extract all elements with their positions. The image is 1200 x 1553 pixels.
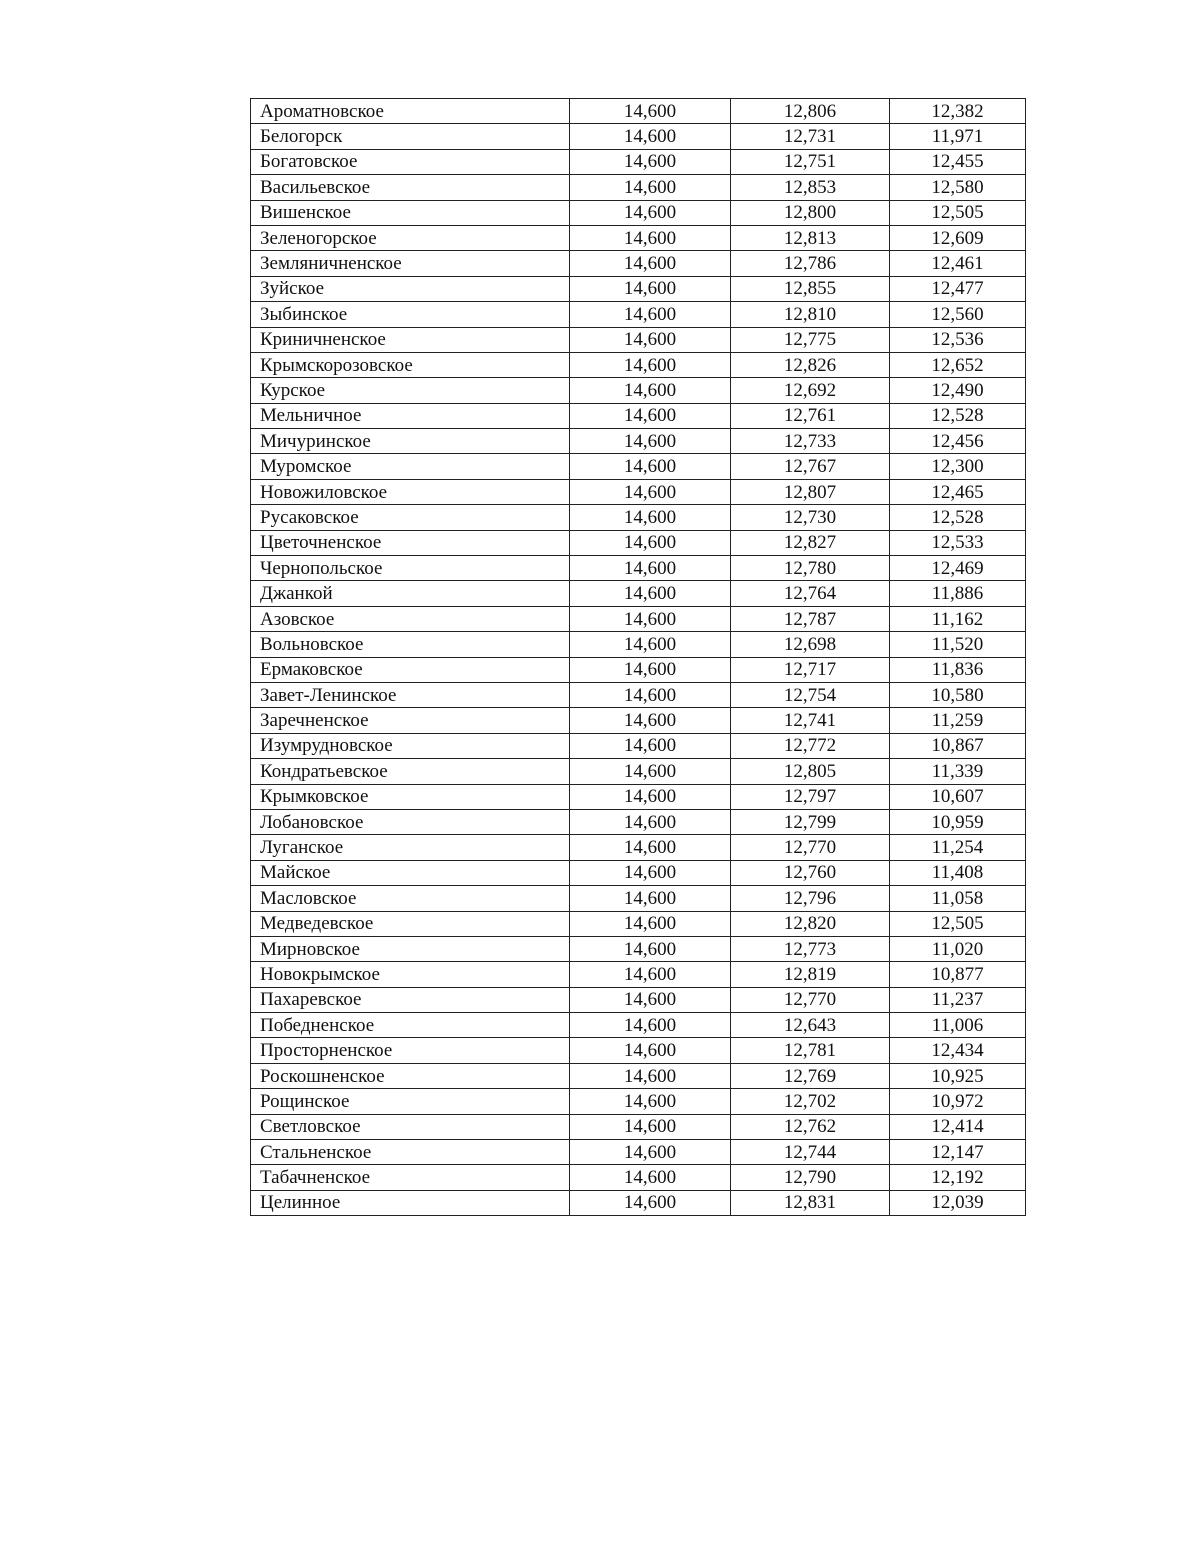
settlement-name-cell: Джанкой	[251, 581, 570, 606]
value-3-cell: 12,465	[890, 479, 1026, 504]
value-1-cell: 14,600	[570, 632, 731, 657]
table-row	[251, 99, 1026, 124]
table-row	[251, 251, 1026, 276]
value-2-cell: 12,853	[731, 175, 890, 200]
value-3-cell: 12,039	[890, 1190, 1026, 1215]
settlement-name-cell: Победненское	[251, 1013, 570, 1038]
value-3-cell: 10,580	[890, 682, 1026, 707]
value-2-cell: 12,799	[731, 809, 890, 834]
value-1-cell: 14,600	[570, 860, 731, 885]
value-1-cell: 14,600	[570, 1063, 731, 1088]
value-3-cell: 12,652	[890, 352, 1026, 377]
value-2-cell: 12,744	[731, 1140, 890, 1165]
value-3-cell: 11,520	[890, 632, 1026, 657]
value-3-cell: 12,528	[890, 403, 1026, 428]
value-2-cell: 12,780	[731, 556, 890, 581]
table-row	[251, 581, 1026, 606]
value-3-cell: 11,254	[890, 835, 1026, 860]
value-1-cell: 14,600	[570, 1190, 731, 1215]
value-3-cell: 11,259	[890, 708, 1026, 733]
settlement-name-cell: Чернопольское	[251, 556, 570, 581]
settlement-name-cell: Табачненское	[251, 1165, 570, 1190]
value-2-cell: 12,702	[731, 1089, 890, 1114]
settlement-name-cell: Светловское	[251, 1114, 570, 1139]
settlement-name-cell: Стальненское	[251, 1140, 570, 1165]
value-2-cell: 12,787	[731, 606, 890, 631]
settlement-name-cell: Вольновское	[251, 632, 570, 657]
table-row	[251, 759, 1026, 784]
value-1-cell: 14,600	[570, 784, 731, 809]
settlement-name-cell: Зеленогорское	[251, 225, 570, 250]
value-3-cell: 12,147	[890, 1140, 1026, 1165]
table-row	[251, 530, 1026, 555]
value-1-cell: 14,600	[570, 1114, 731, 1139]
settlement-name-cell: Муромское	[251, 454, 570, 479]
value-1-cell: 14,600	[570, 327, 731, 352]
table-row	[251, 200, 1026, 225]
settlement-name-cell: Медведевское	[251, 911, 570, 936]
value-2-cell: 12,855	[731, 276, 890, 301]
table-row	[251, 1089, 1026, 1114]
value-1-cell: 14,600	[570, 505, 731, 530]
settlement-name-cell: Мичуринское	[251, 429, 570, 454]
value-3-cell: 11,971	[890, 124, 1026, 149]
table-row	[251, 302, 1026, 327]
table-row	[251, 911, 1026, 936]
settlement-name-cell: Ароматновское	[251, 99, 570, 124]
value-2-cell: 12,731	[731, 124, 890, 149]
value-1-cell: 14,600	[570, 911, 731, 936]
value-2-cell: 12,730	[731, 505, 890, 530]
value-1-cell: 14,600	[570, 200, 731, 225]
settlement-name-cell: Азовское	[251, 606, 570, 631]
value-1-cell: 14,600	[570, 429, 731, 454]
table-row	[251, 1063, 1026, 1088]
value-1-cell: 14,600	[570, 1089, 731, 1114]
table-row	[251, 1165, 1026, 1190]
value-2-cell: 12,643	[731, 1013, 890, 1038]
table-row	[251, 733, 1026, 758]
value-1-cell: 14,600	[570, 708, 731, 733]
value-3-cell: 12,461	[890, 251, 1026, 276]
value-1-cell: 14,600	[570, 581, 731, 606]
table-row	[251, 352, 1026, 377]
value-1-cell: 14,600	[570, 302, 731, 327]
table-row	[251, 556, 1026, 581]
value-3-cell: 12,455	[890, 149, 1026, 174]
value-2-cell: 12,805	[731, 759, 890, 784]
value-1-cell: 14,600	[570, 175, 731, 200]
value-1-cell: 14,600	[570, 479, 731, 504]
settlement-name-cell: Целинное	[251, 1190, 570, 1215]
value-1-cell: 14,600	[570, 987, 731, 1012]
table-row	[251, 784, 1026, 809]
table-row	[251, 454, 1026, 479]
table-row	[251, 962, 1026, 987]
value-1-cell: 14,600	[570, 759, 731, 784]
settlement-name-cell: Луганское	[251, 835, 570, 860]
value-3-cell: 10,607	[890, 784, 1026, 809]
value-3-cell: 10,972	[890, 1089, 1026, 1114]
value-1-cell: 14,600	[570, 682, 731, 707]
table-row	[251, 1140, 1026, 1165]
value-3-cell: 11,408	[890, 860, 1026, 885]
value-3-cell: 11,339	[890, 759, 1026, 784]
value-3-cell: 12,505	[890, 200, 1026, 225]
settlement-name-cell: Просторненское	[251, 1038, 570, 1063]
value-1-cell: 14,600	[570, 936, 731, 961]
value-3-cell: 10,877	[890, 962, 1026, 987]
value-2-cell: 12,741	[731, 708, 890, 733]
value-1-cell: 14,600	[570, 1013, 731, 1038]
settlement-name-cell: Масловское	[251, 886, 570, 911]
value-2-cell: 12,760	[731, 860, 890, 885]
settlement-name-cell: Земляничненское	[251, 251, 570, 276]
value-2-cell: 12,692	[731, 378, 890, 403]
value-1-cell: 14,600	[570, 403, 731, 428]
value-2-cell: 12,767	[731, 454, 890, 479]
value-1-cell: 14,600	[570, 530, 731, 555]
value-3-cell: 12,560	[890, 302, 1026, 327]
settlement-name-cell: Кондратьевское	[251, 759, 570, 784]
value-1-cell: 14,600	[570, 657, 731, 682]
value-1-cell: 14,600	[570, 149, 731, 174]
table-row	[251, 606, 1026, 631]
settlement-name-cell: Курское	[251, 378, 570, 403]
value-1-cell: 14,600	[570, 962, 731, 987]
value-2-cell: 12,781	[731, 1038, 890, 1063]
value-1-cell: 14,600	[570, 606, 731, 631]
settlement-name-cell: Лобановское	[251, 809, 570, 834]
value-1-cell: 14,600	[570, 1140, 731, 1165]
value-3-cell: 12,477	[890, 276, 1026, 301]
value-2-cell: 12,790	[731, 1165, 890, 1190]
settlement-name-cell: Мирновское	[251, 936, 570, 961]
settlement-name-cell: Русаковское	[251, 505, 570, 530]
settlement-name-cell: Богатовское	[251, 149, 570, 174]
value-3-cell: 11,006	[890, 1013, 1026, 1038]
settlement-name-cell: Изумрудновское	[251, 733, 570, 758]
value-2-cell: 12,813	[731, 225, 890, 250]
settlement-name-cell: Цветочненское	[251, 530, 570, 555]
value-2-cell: 12,770	[731, 835, 890, 860]
table-row	[251, 479, 1026, 504]
table-body	[251, 99, 1026, 1216]
table-row	[251, 225, 1026, 250]
value-2-cell: 12,807	[731, 479, 890, 504]
table-row	[251, 327, 1026, 352]
value-2-cell: 12,770	[731, 987, 890, 1012]
value-2-cell: 12,819	[731, 962, 890, 987]
value-2-cell: 12,796	[731, 886, 890, 911]
value-3-cell: 12,533	[890, 530, 1026, 555]
value-1-cell: 14,600	[570, 809, 731, 834]
value-2-cell: 12,751	[731, 149, 890, 174]
value-1-cell: 14,600	[570, 454, 731, 479]
table-row	[251, 276, 1026, 301]
value-2-cell: 12,820	[731, 911, 890, 936]
value-2-cell: 12,764	[731, 581, 890, 606]
value-1-cell: 14,600	[570, 276, 731, 301]
table-row	[251, 682, 1026, 707]
value-3-cell: 11,886	[890, 581, 1026, 606]
value-1-cell: 14,600	[570, 1038, 731, 1063]
table-row	[251, 1038, 1026, 1063]
value-2-cell: 12,761	[731, 403, 890, 428]
table-row	[251, 378, 1026, 403]
value-2-cell: 12,797	[731, 784, 890, 809]
settlement-name-cell: Белогорск	[251, 124, 570, 149]
settlement-name-cell: Зыбинское	[251, 302, 570, 327]
value-3-cell: 11,162	[890, 606, 1026, 631]
value-3-cell: 12,609	[890, 225, 1026, 250]
value-3-cell: 12,192	[890, 1165, 1026, 1190]
settlement-name-cell: Ермаковское	[251, 657, 570, 682]
table-row	[251, 860, 1026, 885]
table-row	[251, 987, 1026, 1012]
table-row	[251, 124, 1026, 149]
value-3-cell: 11,237	[890, 987, 1026, 1012]
data-table	[250, 98, 1026, 1216]
value-3-cell: 11,058	[890, 886, 1026, 911]
value-3-cell: 12,580	[890, 175, 1026, 200]
table-row	[251, 657, 1026, 682]
settlement-name-cell: Зуйское	[251, 276, 570, 301]
value-2-cell: 12,698	[731, 632, 890, 657]
settlement-name-cell: Крымскорозовское	[251, 352, 570, 377]
value-2-cell: 12,831	[731, 1190, 890, 1215]
table-row	[251, 886, 1026, 911]
table-row	[251, 175, 1026, 200]
value-3-cell: 12,490	[890, 378, 1026, 403]
value-3-cell: 10,925	[890, 1063, 1026, 1088]
table-row	[251, 809, 1026, 834]
value-3-cell: 10,867	[890, 733, 1026, 758]
value-1-cell: 14,600	[570, 352, 731, 377]
value-1-cell: 14,600	[570, 99, 731, 124]
value-2-cell: 12,826	[731, 352, 890, 377]
value-1-cell: 14,600	[570, 886, 731, 911]
table-row	[251, 149, 1026, 174]
value-3-cell: 12,528	[890, 505, 1026, 530]
value-2-cell: 12,827	[731, 530, 890, 555]
value-3-cell: 12,469	[890, 556, 1026, 581]
table-row	[251, 403, 1026, 428]
value-3-cell: 12,414	[890, 1114, 1026, 1139]
value-1-cell: 14,600	[570, 556, 731, 581]
value-3-cell: 12,505	[890, 911, 1026, 936]
value-1-cell: 14,600	[570, 124, 731, 149]
table-row	[251, 505, 1026, 530]
value-1-cell: 14,600	[570, 225, 731, 250]
value-1-cell: 14,600	[570, 378, 731, 403]
settlement-name-cell: Новожиловское	[251, 479, 570, 504]
settlement-name-cell: Вишенское	[251, 200, 570, 225]
table-row	[251, 708, 1026, 733]
settlement-name-cell: Роскошненское	[251, 1063, 570, 1088]
table-row	[251, 429, 1026, 454]
value-3-cell: 10,959	[890, 809, 1026, 834]
value-1-cell: 14,600	[570, 835, 731, 860]
settlement-name-cell: Крымковское	[251, 784, 570, 809]
value-1-cell: 14,600	[570, 733, 731, 758]
value-2-cell: 12,786	[731, 251, 890, 276]
value-3-cell: 12,536	[890, 327, 1026, 352]
value-3-cell: 11,020	[890, 936, 1026, 961]
value-3-cell: 11,836	[890, 657, 1026, 682]
value-3-cell: 12,300	[890, 454, 1026, 479]
table-row	[251, 1190, 1026, 1215]
value-1-cell: 14,600	[570, 1165, 731, 1190]
settlement-name-cell: Новокрымское	[251, 962, 570, 987]
value-1-cell: 14,600	[570, 251, 731, 276]
value-2-cell: 12,754	[731, 682, 890, 707]
settlement-name-cell: Рощинское	[251, 1089, 570, 1114]
settlement-name-cell: Мельничное	[251, 403, 570, 428]
value-3-cell: 12,456	[890, 429, 1026, 454]
value-2-cell: 12,810	[731, 302, 890, 327]
table-row	[251, 1013, 1026, 1038]
value-2-cell: 12,733	[731, 429, 890, 454]
table-row	[251, 835, 1026, 860]
settlement-name-cell: Васильевское	[251, 175, 570, 200]
table-row	[251, 632, 1026, 657]
value-2-cell: 12,806	[731, 99, 890, 124]
table-row	[251, 936, 1026, 961]
value-2-cell: 12,717	[731, 657, 890, 682]
value-2-cell: 12,800	[731, 200, 890, 225]
value-2-cell: 12,762	[731, 1114, 890, 1139]
value-3-cell: 12,434	[890, 1038, 1026, 1063]
settlement-name-cell: Заречненское	[251, 708, 570, 733]
value-2-cell: 12,772	[731, 733, 890, 758]
settlement-name-cell: Завет-Ленинское	[251, 682, 570, 707]
settlement-name-cell: Криничненское	[251, 327, 570, 352]
table-row	[251, 1114, 1026, 1139]
value-2-cell: 12,775	[731, 327, 890, 352]
value-2-cell: 12,769	[731, 1063, 890, 1088]
value-2-cell: 12,773	[731, 936, 890, 961]
settlement-name-cell: Майское	[251, 860, 570, 885]
settlement-name-cell: Пахаревское	[251, 987, 570, 1012]
value-3-cell: 12,382	[890, 99, 1026, 124]
